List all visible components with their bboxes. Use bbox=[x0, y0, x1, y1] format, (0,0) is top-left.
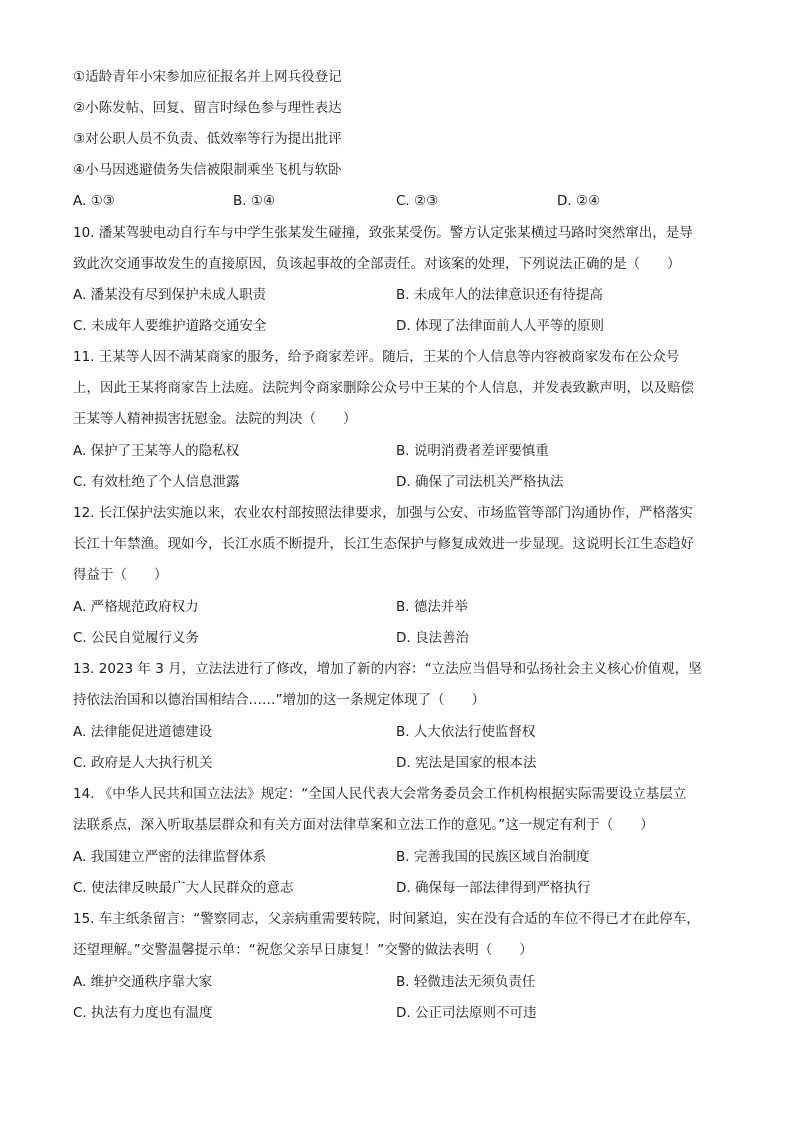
q12-stem-line-3: 得益于（ ） bbox=[73, 567, 168, 583]
q10-stem-line-2: 致此次交通事故发生的直接原因，负该起事故的全部责任。对该案的处理，下列说法正确的是（ ） bbox=[73, 256, 681, 272]
q14-option-b: B. 完善我国的民族区域自治制度 bbox=[396, 849, 590, 865]
q9-option-d: D. ②④ bbox=[557, 193, 601, 209]
q13-stem-line-1: 13. 2023 年 3 月，立法法进行了修改，增加了新的内容：“立法应当倡导和弘扬社会主义核心价值观，坚 bbox=[73, 661, 702, 677]
q14-stem-line-2: 法联系点，深入听取基层群众和有关方面对法律草案和立法工作的意见。”这一规定有利于（ ） bbox=[73, 817, 654, 833]
q9-option-a: A. ①③ bbox=[73, 193, 115, 209]
q14-option-d: D. 确保每一部法律得到严格执行 bbox=[396, 880, 591, 896]
q13-option-d: D. 宪法是国家的根本法 bbox=[396, 755, 537, 771]
q15-stem-line-2: 还望理解。”交警温馨提示单：“祝您父亲早日康复！”交警的做法表明（ ） bbox=[73, 942, 533, 958]
statement-3: ③对公职人员不负责、低效率等行为提出批评 bbox=[73, 131, 342, 147]
q12-option-c: C. 公民自觉履行义务 bbox=[73, 630, 200, 646]
q15-option-b: B. 轻微违法无须负责任 bbox=[396, 974, 536, 990]
q11-option-d: D. 确保了司法机关严格执法 bbox=[396, 474, 564, 490]
q12-option-d: D. 良法善治 bbox=[396, 630, 469, 646]
q13-stem-line-2: 持依法治国和以德治国相结合……”增加的这一条规定体现了（ ） bbox=[73, 692, 485, 708]
q12-option-b: B. 德法并举 bbox=[396, 599, 468, 615]
q11-option-c: C. 有效杜绝了个人信息泄露 bbox=[73, 474, 240, 490]
q11-stem-line-2: 上，因此王某将商家告上法庭。法院判令商家删除公众号中王某的个人信息，并发表致歉声明，以及赔偿 bbox=[73, 380, 694, 396]
statement-1: ①适龄青年小宋参加应征报名并上网兵役登记 bbox=[73, 69, 342, 85]
q10-option-d: D. 体现了法律面前人人平等的原则 bbox=[396, 318, 604, 334]
q13-option-b: B. 人大依法行使监督权 bbox=[396, 724, 536, 740]
q12-stem-line-1: 12. 长江保护法实施以来，农业农村部按照法律要求，加强与公安、市场监管等部门沟通协作，严格落实 bbox=[73, 505, 693, 521]
q14-option-c: C. 使法律反映最广大人民群众的意志 bbox=[73, 880, 294, 896]
q11-stem-line-3: 王某等人精神损害抚慰金。法院的判决（ ） bbox=[73, 411, 357, 427]
q10-option-b: B. 未成年人的法律意识还有待提高 bbox=[396, 287, 603, 303]
q15-option-c: C. 执法有力度也有温度 bbox=[73, 1005, 213, 1021]
statement-2: ②小陈发帖、回复、留言时绿色参与理性表达 bbox=[73, 100, 342, 116]
q11-option-a: A. 保护了王某等人的隐私权 bbox=[73, 443, 240, 459]
q11-option-b: B. 说明消费者差评要慎重 bbox=[396, 443, 549, 459]
q12-stem-line-2: 长江十年禁渔。现如今，长江水质不断提升，长江生态保护与修复成效进一步显现。这说明长江生态趋好 bbox=[73, 536, 694, 552]
q15-stem-line-1: 15. 车主纸条留言：“警察同志，父亲病重需要转院，时间紧迫，实在没有合适的车位不得已才在此停车， bbox=[73, 911, 700, 927]
q9-option-c: C. ②③ bbox=[396, 193, 439, 209]
q14-option-a: A. 我国建立严密的法律监督体系 bbox=[73, 849, 267, 865]
q15-option-d: D. 公正司法原则不可违 bbox=[396, 1005, 537, 1021]
q10-stem-line-1: 10. 潘某驾驶电动自行车与中学生张某发生碰撞，致张某受伤。警方认定张某横过马路时突然窜出，是导 bbox=[73, 225, 693, 241]
q10-option-a: A. 潘某没有尽到保护未成人职责 bbox=[73, 287, 267, 303]
q11-stem-line-1: 11. 王某等人因不满某商家的服务，给予商家差评。随后，王某的个人信息等内容被商家发布在公众号 bbox=[73, 349, 680, 365]
statement-4: ④小马因逃避债务失信被限制乘坐飞机与软卧 bbox=[73, 162, 342, 178]
q13-option-c: C. 政府是人大执行机关 bbox=[73, 755, 213, 771]
q14-stem-line-1: 14. 《中华人民共和国立法法》规定：“全国人民代表大会常务委员会工作机构根据实际需要设立基层立 bbox=[73, 786, 687, 802]
q12-option-a: A. 严格规范政府权力 bbox=[73, 599, 199, 615]
q13-option-a: A. 法律能促进道德建设 bbox=[73, 724, 213, 740]
q10-option-c: C. 未成年人要维护道路交通安全 bbox=[73, 318, 267, 334]
q9-option-b: B. ①④ bbox=[233, 193, 276, 209]
q15-option-a: A. 维护交通秩序靠大家 bbox=[73, 974, 213, 990]
